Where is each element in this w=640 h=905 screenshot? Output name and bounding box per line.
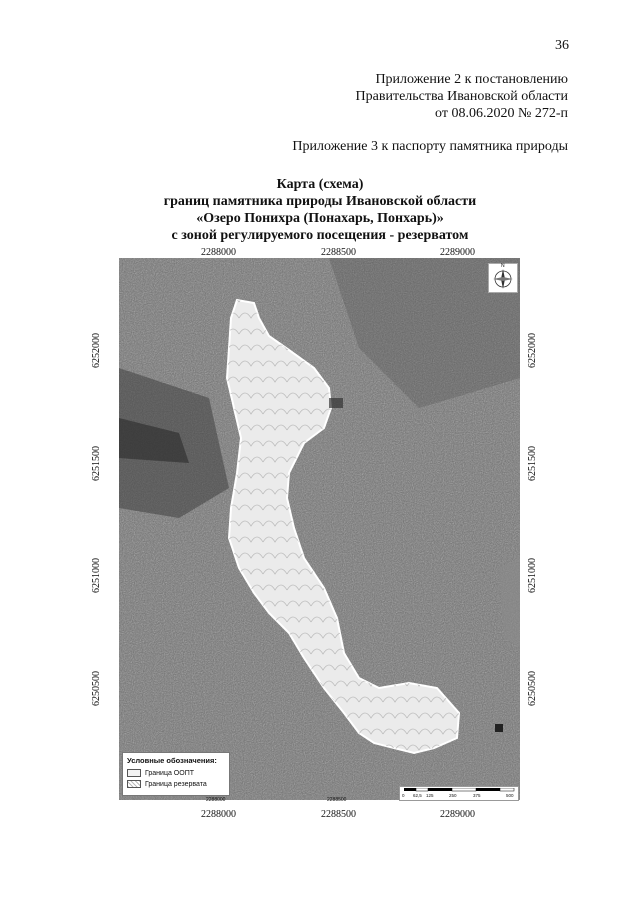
legend-title: Условные обозначения: [127, 756, 217, 765]
scale-label-3: 250 [449, 793, 457, 798]
appendix-2-line1: Приложение 2 к постановлению [375, 72, 568, 87]
appendix-3-line: Приложение 3 к паспорту памятника природы [292, 139, 568, 154]
x-tick-top-2: 2288500 [321, 247, 356, 258]
title-line1: Карта (схема) [276, 177, 364, 192]
appendix-2-line3: от 08.06.2020 № 272-п [435, 106, 568, 121]
compass-north-label: N [501, 263, 505, 269]
y-tick-left-3: 6251000 [91, 558, 102, 593]
legend-label-oopt: Граница ООПТ [145, 769, 195, 777]
scale-label-2: 125 [426, 793, 434, 798]
y-tick-left-4: 6250500 [91, 671, 102, 706]
satellite-map [119, 258, 520, 800]
map-legend [122, 752, 230, 796]
scale-label-5: 500 [506, 793, 514, 798]
title-line3: «Озеро Понихра (Понахарь, Понхарь)» [196, 211, 444, 226]
legend-swatch-reserve [127, 780, 141, 788]
map-svg [119, 258, 520, 800]
x-tick-bottom-3: 2289000 [440, 809, 475, 820]
x-tick-top-1: 2288000 [201, 247, 236, 258]
y-tick-right-2: 6251500 [527, 446, 538, 481]
x-tick-inner-2: 2288500 [327, 797, 347, 803]
scale-label-4: 375 [473, 793, 481, 798]
scale-bar [399, 786, 519, 801]
appendix-2-line2: Правительства Ивановской области [355, 89, 568, 104]
y-tick-right-1: 6252000 [527, 333, 538, 368]
legend-swatch-oopt [127, 769, 141, 777]
appendix-2-block [356, 71, 568, 122]
y-tick-right-4: 6250500 [527, 671, 538, 706]
page-number: 36 [555, 38, 569, 53]
compass-rose [488, 263, 518, 293]
y-tick-left-2: 6251500 [91, 446, 102, 481]
scale-label-0: 0 [402, 793, 405, 798]
scale-label-1: 62,5 [413, 793, 422, 798]
legend-item-reserve [127, 780, 225, 788]
title-line2: границ памятника природы Ивановской области [163, 194, 477, 209]
x-tick-bottom-2: 2288500 [321, 809, 356, 820]
legend-item-oopt [127, 769, 225, 777]
legend-label-reserve: Граница резервата [145, 780, 207, 788]
x-tick-inner-1: 2288000 [206, 797, 226, 803]
map-title [0, 176, 640, 244]
x-tick-top-3: 2289000 [440, 247, 475, 258]
y-tick-left-1: 6252000 [91, 333, 102, 368]
y-tick-right-3: 6251000 [527, 558, 538, 593]
title-line4: с зоной регулируемого посещения - резерватом [171, 228, 469, 243]
x-tick-bottom-1: 2288000 [201, 809, 236, 820]
